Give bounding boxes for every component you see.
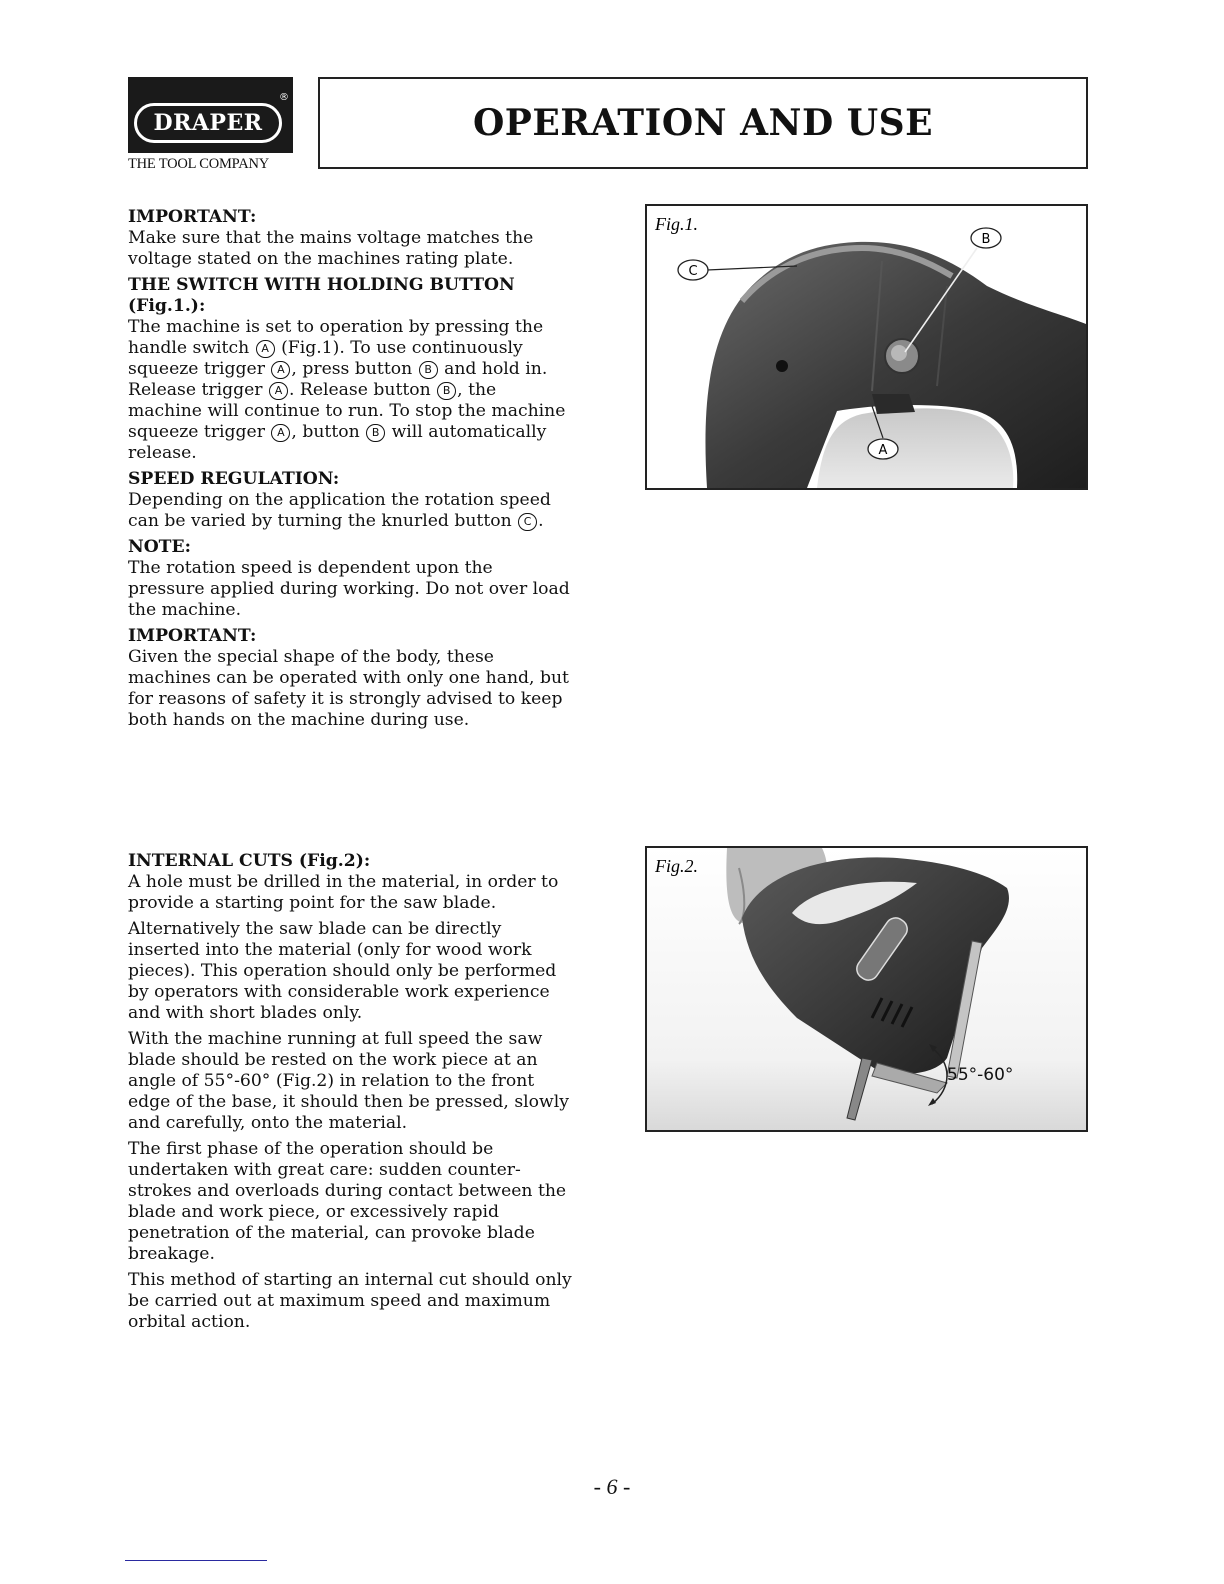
paragraph-voltage: Make sure that the mains voltage matches the voltage stated on the machines rating plate.: [128, 228, 534, 269]
paragraph-speed: Depending on the application the rotation speed can be varied by turning the knurled button C .: [128, 490, 551, 531]
brand-tagline: THE TOOL COMPANY: [128, 156, 270, 172]
page-title: OPERATION AND USE: [472, 102, 934, 144]
svg-text:C: C: [688, 264, 698, 279]
heading-note: NOTE:: [128, 537, 191, 557]
svg-text:A: A: [878, 443, 888, 458]
heading-important-1: IMPORTANT:: [128, 207, 257, 227]
label-a: A: [271, 424, 290, 442]
brand-name: DRAPER: [134, 103, 282, 143]
callout-c: [678, 260, 708, 280]
heading-important-2: IMPORTANT:: [128, 626, 257, 646]
paragraph-angle: With the machine running at full speed the saw blade should be rested on the work piece at an angle of 55°-60° (Fig.2) in relation to the front edge of the base, it should then be pressed, slowly and carefully, onto the material.: [128, 1029, 569, 1133]
paragraph-method: This method of starting an internal cut should only be carried out at maximum speed and maximum orbital action.: [128, 1270, 572, 1332]
callout-b: [971, 228, 1001, 248]
figure-2: [645, 846, 1088, 1132]
paragraph-first-phase: The first phase of the operation should be undertaken with great care: sudden counter-strokes and overloads during contact between the blade and work piece, or excessively rapid penetration of the material, can provoke blade breakage.: [128, 1139, 567, 1264]
label-a: A: [271, 361, 290, 379]
figure-2-label: Fig.2.: [655, 856, 698, 876]
figure-1: [645, 204, 1088, 490]
registered-mark: ®: [279, 92, 289, 103]
angle-label: 55°-60°: [947, 1065, 1014, 1085]
section-switch-text: [128, 203, 574, 736]
label-a: A: [256, 340, 275, 358]
svg-text:B: B: [981, 232, 991, 247]
heading-switch: THE SWITCH WITH HOLDING BUTTON (Fig.1.):: [128, 275, 515, 316]
page-number: - 6 -: [593, 1474, 631, 1499]
heading-speed: SPEED REGULATION:: [128, 469, 340, 489]
paragraph-note: The rotation speed is dependent upon the pressure applied during working. Do not over load the machine.: [128, 558, 570, 620]
footer-line: [125, 1560, 267, 1561]
callout-a: [868, 439, 898, 459]
section-internal-cuts-text: [128, 847, 574, 1338]
title-box: [318, 77, 1088, 169]
draper-logo: [128, 77, 293, 174]
jigsaw-handle-illustration: [647, 206, 1086, 488]
label-b: B: [437, 382, 456, 400]
paragraph-hole: A hole must be drilled in the material, in order to provide a starting point for the saw blade.: [128, 872, 559, 913]
jigsaw-angle-illustration: [647, 848, 1086, 1130]
paragraph-alternative: Alternatively the saw blade can be directly inserted into the material (only for wood work pieces). This operation should only be performed by operators with considerable work experience and with short blades only.: [128, 919, 557, 1023]
figure-1-label: Fig.1.: [655, 214, 698, 234]
paragraph-hands: Given the special shape of the body, these machines can be operated with only one hand, but for reasons of safety it is strongly advised to keep both hands on the machine during use.: [128, 647, 569, 730]
label-a: A: [269, 382, 288, 400]
paragraph-switch: The machine is set to operation by pressing the handle switch A (Fig.1). To use continuously squeeze trigger A , press button B and hold in. Release trigger A . Release button B , the machine will continue to run. To stop the machine squeeze trigger A , button B will automatically release.: [128, 317, 566, 463]
heading-internal-cuts: INTERNAL CUTS (Fig.2):: [128, 851, 371, 871]
label-b: B: [419, 361, 438, 379]
label-c: C: [518, 513, 537, 531]
label-b: B: [366, 424, 385, 442]
